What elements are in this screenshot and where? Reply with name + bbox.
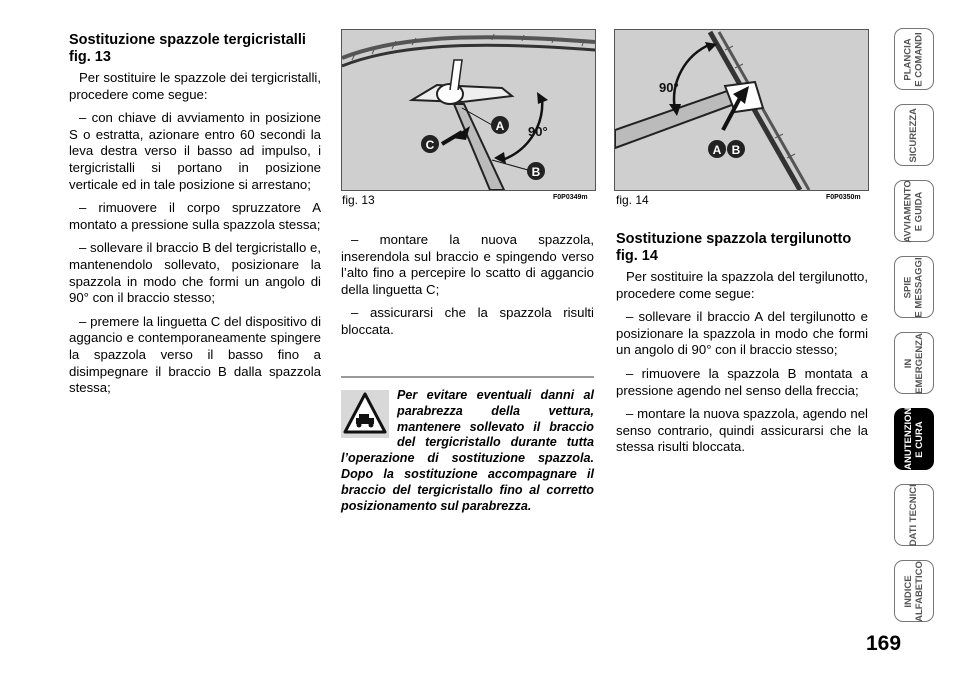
tab-plancia[interactable]: PLANCIA E COMANDI [894, 28, 934, 90]
left-column [69, 32, 321, 404]
paragraph: – rimuovere la spazzola B montata a pressione agendo nel senso della freccia; [616, 365, 868, 398]
tab-manutenzione[interactable]: MANUTENZIONE E CURA [894, 408, 934, 470]
label-c: C [425, 138, 435, 152]
paragraph: – rimuovere il corpo spruzzatore A montato a pressione sulla spazzola stessa; [69, 200, 321, 232]
right-column [616, 231, 868, 463]
figure-14-code: F0P0350m [826, 194, 861, 201]
figure-13-code: F0P0349m [553, 194, 588, 201]
tab-spie[interactable]: SPIE E MESSAGGI [894, 256, 934, 318]
tab-sicurezza[interactable]: SICUREZZA [894, 104, 934, 166]
tab-indice[interactable]: INDICE ALFABETICO [894, 560, 934, 622]
tab-emergenza[interactable]: IN EMERGENZA [894, 332, 934, 394]
figure-13 [341, 29, 596, 191]
label-b: B [531, 165, 541, 179]
angle-label: 90° [528, 124, 548, 139]
page-number: 169 [866, 632, 902, 655]
label-a: A [495, 119, 505, 133]
warning-box [341, 376, 594, 514]
tab-dati-tecnici[interactable]: DATI TECNICI [894, 484, 934, 546]
paragraph: – con chiave di avviamento in posizione S o estratta, azionare entro 60 secondi la leva destra verso il basso ad impulso, i tergicristalli si portano in posizione verticale ed in tale posizione si arrestano; [69, 110, 321, 192]
wiper-arm-illustration [342, 30, 595, 190]
paragraph: – montare la nuova spazzola, inserendola sul braccio e spingendo verso l’alto fino a percepire lo scatto di aggancio della linguetta C; [341, 232, 594, 297]
paragraph: – premere la linguetta C del dispositivo di aggancio e contemporaneamente spingere la spazzola verso il basso fino a disimpegnare il braccio B dalla spazzola stessa; [69, 313, 321, 396]
label-b: B [731, 143, 741, 157]
paragraph: Per sostituire la spazzola del tergilunotto, procedere come segue: [616, 269, 868, 301]
paragraph: – montare la nuova spazzola, agendo nel senso contrario, quindi assicurarsi che la stessa risulti bloccata. [616, 406, 868, 455]
figure-14-caption: fig. 14 [616, 193, 649, 207]
label-a: A [712, 143, 722, 157]
figure-13-caption: fig. 13 [342, 193, 375, 207]
warning-text: Per evitare eventuali danni al parabrezza della vettura, mantenere sollevato il braccio del tergicristallo durante tutta l’operazione di sostituzione spazzola. Dopo la sostituzione accompagnare il braccio del tergicristallo fino al corretto posizionamento sul parabrezza. [341, 388, 594, 513]
paragraph: Per sostituire le spazzole dei tergicristalli, procedere come segue: [69, 70, 321, 102]
middle-column [341, 232, 594, 346]
paragraph: – sollevare il braccio B del tergicristallo e, mantenendolo sollevato, posizionare la spazzola in modo che formi un angolo di 90° con il braccio stesso; [69, 240, 321, 306]
rear-wiper-illustration [615, 30, 868, 190]
section-title-windscreen-wipers: Sostituzione spazzole tergicristalli fig. 13 [69, 32, 306, 65]
car-wiper-warning-icon [341, 390, 389, 438]
divider [341, 376, 594, 378]
angle-label: 90° [659, 80, 679, 95]
tab-avviamento[interactable]: AVVIAMENTO E GUIDA [894, 180, 934, 242]
section-title-rear-wiper: Sostituzione spazzola tergilunotto fig. 14 [616, 231, 852, 264]
figure-14 [614, 29, 869, 191]
paragraph: – assicurarsi che la spazzola risulti bloccata. [341, 305, 594, 337]
paragraph: – sollevare il braccio A del tergilunotto e posizionare la spazzola in modo che formi un angolo di 90° con il braccio stesso; [616, 309, 868, 358]
